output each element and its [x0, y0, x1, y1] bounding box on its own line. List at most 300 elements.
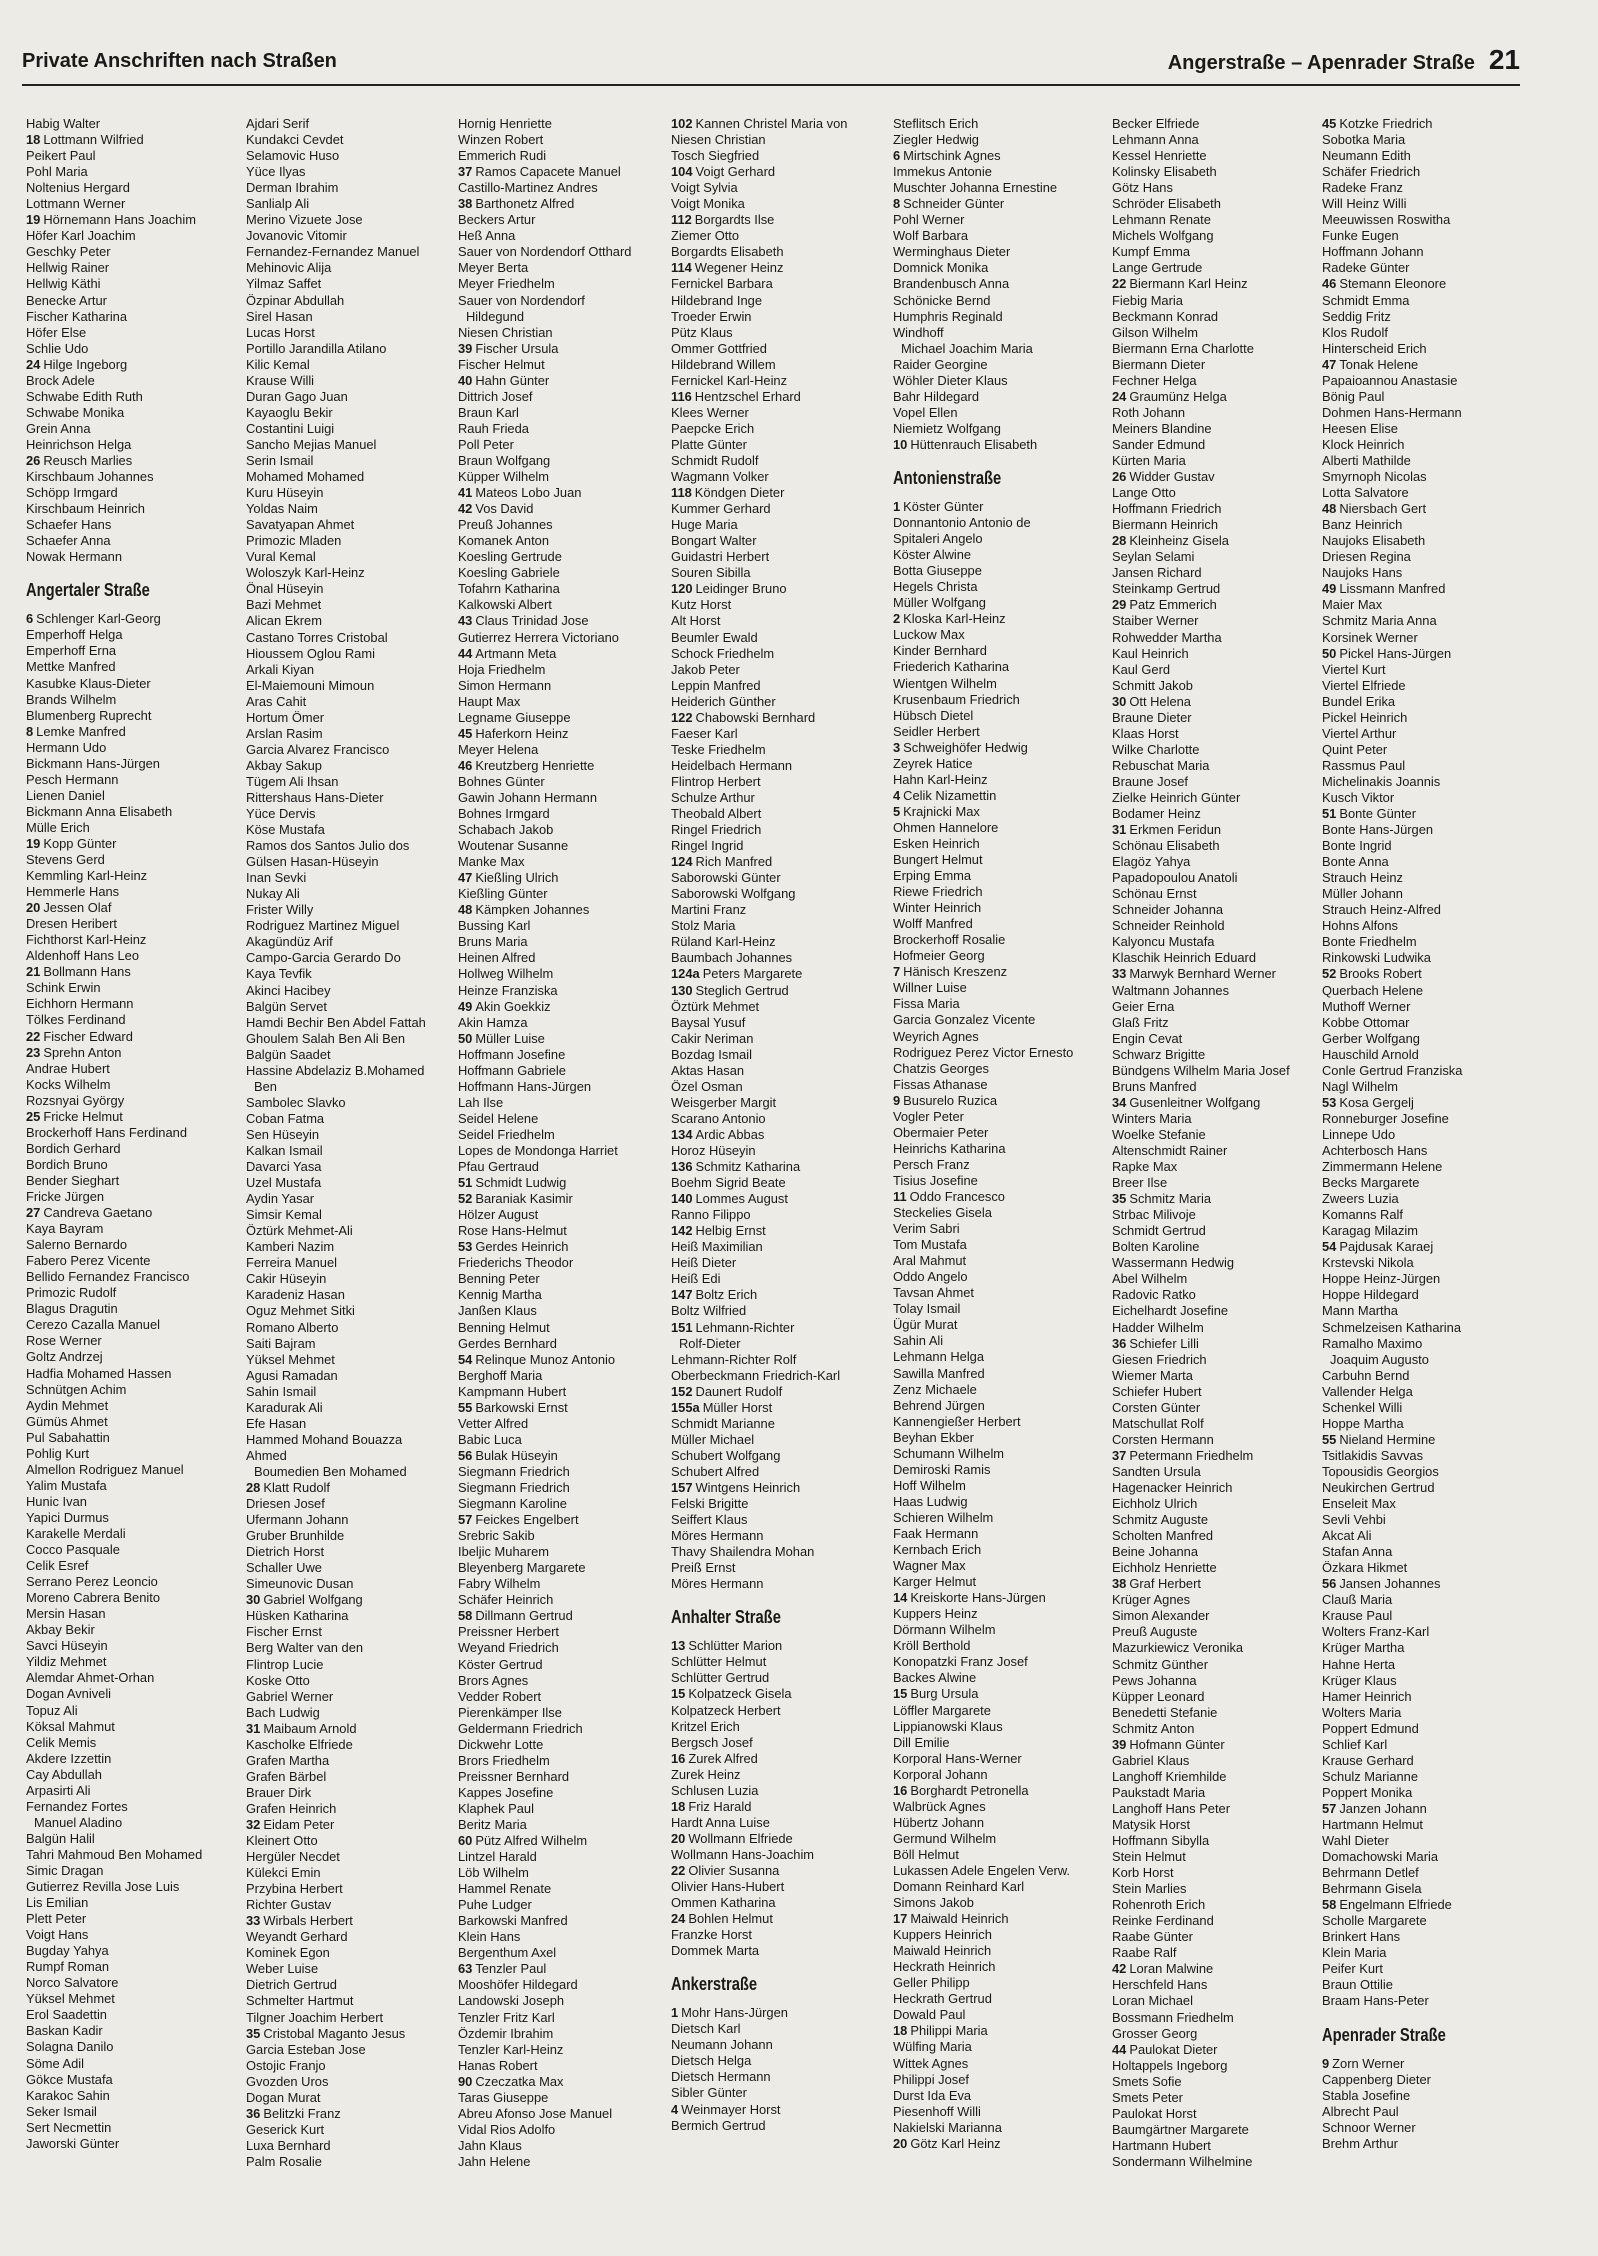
directory-entry	[893, 309, 1098, 325]
directory-entry	[26, 692, 231, 708]
resident-name: Heckrath Gertrud	[893, 1991, 992, 2007]
directory-entry	[893, 389, 1098, 405]
directory-entry	[893, 724, 1098, 740]
directory-entry	[671, 790, 876, 806]
resident-name: Schmidt Emma	[1322, 292, 1410, 308]
directory-entry	[1322, 1095, 1527, 1111]
resident-name: Hildegund	[466, 308, 525, 324]
directory-entry	[26, 1173, 231, 1189]
resident-name: Germund Wilhelm	[893, 1830, 997, 1846]
resident-name: Kampmann Hubert	[458, 1383, 567, 1399]
house-number: 4	[671, 2101, 679, 2117]
resident-name: Achterbosch Hans	[1322, 1143, 1428, 1158]
directory-entry	[1112, 2154, 1317, 2170]
resident-name: Erping Emma	[893, 868, 972, 884]
house-number: 26	[1112, 469, 1127, 485]
directory-entry	[1112, 1111, 1317, 1127]
directory-entry	[1322, 1191, 1527, 1207]
resident-name: Vos David	[475, 501, 534, 517]
resident-name: Hellwig Rainer	[26, 260, 110, 276]
directory-entry	[458, 1239, 663, 1255]
resident-name: Kannengießer Herbert	[893, 1413, 1021, 1429]
resident-name: Neumann Johann	[671, 2037, 773, 2053]
resident-name: Lippianowski Klaus	[893, 1718, 1003, 1734]
directory-entry	[1322, 1416, 1527, 1432]
directory-entry	[893, 1253, 1098, 1269]
directory-entry	[246, 710, 451, 726]
resident-name: Löffler Margarete	[893, 1702, 991, 1718]
directory-entry	[26, 453, 231, 469]
resident-name: Glaß Fritz	[1112, 1014, 1169, 1030]
resident-name: Ramos dos Santos Julio dos	[246, 838, 410, 854]
house-number: 22	[671, 1862, 686, 1878]
directory-entry	[246, 1143, 451, 1159]
resident-name: Erkmen Feridun	[1129, 822, 1222, 838]
resident-name: Celik Esref	[26, 1558, 89, 1574]
directory-entry	[458, 244, 663, 260]
directory-entry	[458, 1127, 663, 1143]
directory-entry	[246, 2042, 451, 2058]
directory-entry	[1322, 357, 1527, 373]
resident-name: Scarano Antonio	[671, 1110, 766, 1126]
directory-entry	[893, 579, 1098, 595]
directory-entry	[671, 710, 876, 726]
resident-name: Beckers Artur	[458, 212, 536, 228]
directory-entry	[458, 1640, 663, 1656]
directory-entry	[893, 1349, 1098, 1365]
resident-name: Fischer Katharina	[26, 308, 128, 324]
resident-name: Weinmayer Horst	[681, 2101, 781, 2117]
resident-name: Serin Ismail	[246, 452, 314, 468]
resident-name: Biermann Karl Heinz	[1129, 276, 1248, 292]
directory-entry	[671, 1464, 876, 1480]
directory-entry	[1112, 1929, 1317, 1945]
resident-name: Burg Ursula	[910, 1686, 979, 1702]
resident-name: Ringel Friedrich	[671, 822, 762, 838]
resident-name: Humphris Reginald	[893, 308, 1003, 324]
directory-entry	[1112, 902, 1317, 918]
directory-entry	[1112, 180, 1317, 196]
directory-entry	[1322, 469, 1527, 485]
resident-name: Wirbals Herbert	[263, 1913, 353, 1929]
resident-name: Preissner Herbert	[458, 1624, 560, 1640]
resident-name: Ommen Katharina	[671, 1895, 776, 1911]
resident-name: Dickwehr Lotte	[458, 1736, 544, 1752]
street-heading: Apenrader Straße	[1322, 2024, 1446, 2045]
directory-entry	[671, 2102, 876, 2118]
resident-name: Woloszyk Karl-Heinz	[246, 565, 365, 581]
resident-name: Landowski Joseph	[458, 1993, 565, 2009]
directory-entry	[893, 499, 1098, 515]
resident-name: Schäfer Heinrich	[458, 1592, 554, 1608]
resident-name: Hoffmann Hans-Jürgen	[458, 1078, 592, 1094]
house-number: 104	[671, 164, 693, 180]
directory-entry	[671, 1223, 876, 1239]
directory-entry	[1112, 758, 1317, 774]
resident-name: Celik Memis	[26, 1734, 97, 1750]
directory-entry	[1322, 116, 1527, 132]
house-number: 36	[246, 2105, 261, 2121]
directory-entry	[26, 1045, 231, 1061]
directory-entry	[1112, 1432, 1317, 1448]
directory-entry	[458, 1817, 663, 1833]
house-number: 58	[458, 1608, 473, 1624]
directory-entry	[671, 1911, 876, 1927]
directory-entry	[26, 1526, 231, 1542]
resident-name: Korb Horst	[1112, 1865, 1174, 1881]
resident-name: Babic Luca	[458, 1431, 522, 1447]
resident-name: Bender Sieghart	[26, 1172, 120, 1188]
resident-name: Zurek Heinz	[671, 1766, 741, 1782]
resident-name: Topousidis Georgios	[1322, 1463, 1439, 1479]
resident-name: Haas Ludwig	[893, 1493, 968, 1509]
resident-name: Bach Ludwig	[246, 1704, 320, 1720]
directory-entry	[1322, 1223, 1527, 1239]
directory-entry	[246, 1560, 451, 1576]
house-number: 31	[1112, 822, 1127, 838]
resident-name: Gerber Wolfgang	[1322, 1030, 1420, 1046]
directory-entry	[671, 1127, 876, 1143]
resident-name: Böll Helmut	[893, 1846, 959, 1862]
directory-entry	[26, 180, 231, 196]
resident-name: Rohenroth Erich	[1112, 1897, 1206, 1913]
resident-name: Zielke Heinrich Günter	[1112, 789, 1241, 805]
resident-name: Faak Hermann	[893, 1525, 979, 1541]
resident-name: Olivier Hans-Hubert	[671, 1879, 785, 1895]
directory-entry	[1322, 244, 1527, 260]
resident-name: Relinque Munoz Antonio	[475, 1351, 616, 1367]
directory-entry	[26, 900, 231, 916]
directory-entry	[893, 1446, 1098, 1462]
directory-entry	[893, 148, 1098, 164]
directory-entry	[1112, 565, 1317, 581]
resident-name: Grafen Martha	[246, 1752, 330, 1768]
resident-name: Smyrnoph Nicolas	[1322, 469, 1427, 485]
directory-entry	[458, 293, 663, 309]
directory-entry	[1322, 1865, 1527, 1881]
directory-entry	[26, 244, 231, 260]
resident-name: Dietsch Karl	[671, 2021, 741, 2037]
resident-name: Verim Sabri	[893, 1221, 960, 1237]
resident-name: Schneider Günter	[903, 196, 1005, 212]
resident-name: Kessel Henriette	[1112, 148, 1207, 164]
resident-name: Friederich Katharina	[893, 659, 1010, 675]
directory-entry	[458, 2058, 663, 2074]
resident-name: Schenkel Willi	[1322, 1399, 1403, 1415]
resident-name: Özdemir Ibrahim	[458, 2025, 554, 2041]
resident-name: Mohr Hans-Jürgen	[681, 2005, 788, 2021]
directory-entry	[1322, 902, 1527, 918]
resident-name: Stein Helmut	[1112, 1849, 1186, 1865]
resident-name: Bulak Hüseyin	[475, 1447, 558, 1463]
directory-entry	[1112, 1015, 1317, 1031]
resident-name: Schumann Wilhelm	[893, 1445, 1005, 1461]
resident-name: Bonte Günter	[1339, 806, 1417, 822]
directory-entry	[246, 1191, 451, 1207]
directory-entry	[26, 212, 231, 228]
resident-name: Krause Paul	[1322, 1608, 1393, 1624]
directory-entry	[1112, 453, 1317, 469]
directory-entry	[671, 389, 876, 405]
directory-entry	[246, 1592, 451, 1608]
directory-entry	[671, 533, 876, 549]
resident-name: Schöpp Irmgard	[26, 485, 118, 501]
directory-entry	[458, 276, 663, 292]
resident-name: Sibler Günter	[671, 2085, 747, 2101]
resident-name: Schmitz Anton	[1112, 1720, 1195, 1736]
directory-entry	[458, 1737, 663, 1753]
resident-name: Siegmann Karoline	[458, 1496, 567, 1512]
resident-name: Jansen Richard	[1112, 565, 1202, 581]
resident-name: Schmelzeisen Katharina	[1322, 1319, 1462, 1335]
directory-entry	[458, 260, 663, 276]
resident-name: Romano Alberto	[246, 1319, 339, 1335]
house-number: 9	[1322, 2055, 1330, 2071]
house-number: 45	[1322, 116, 1337, 131]
resident-name: Campo-Garcia Gerardo Do	[246, 950, 401, 966]
resident-name: Kannen Christel Maria von	[695, 116, 848, 131]
resident-name: Schäfer Friedrich	[1322, 164, 1421, 180]
resident-name: Hoppe Hildegard	[1322, 1287, 1419, 1303]
resident-name: Braun Wolfgang	[458, 452, 551, 468]
directory-entry	[1112, 1384, 1317, 1400]
resident-name: Fischer Ursula	[475, 340, 559, 356]
resident-name: Fissa Maria	[893, 996, 960, 1012]
resident-name: Ajdari Serif	[246, 116, 310, 131]
resident-name: Bündgens Wilhelm Maria Josef	[1112, 1062, 1290, 1078]
directory-entry	[1322, 2072, 1527, 2088]
resident-name: Rose Werner	[26, 1333, 102, 1349]
resident-name: Pajdusak Karaej	[1339, 1239, 1434, 1255]
directory-entry	[1112, 549, 1317, 565]
resident-name: Tofahrn Katharina	[458, 581, 560, 597]
resident-name: Cerezo Cazalla Manuel	[26, 1317, 160, 1333]
directory-entry	[1322, 646, 1527, 662]
directory-entry	[1322, 870, 1527, 886]
resident-name: Müller Michael	[671, 1431, 755, 1447]
resident-name: Hammel Renate	[458, 1881, 552, 1897]
house-number: 5	[893, 803, 901, 819]
resident-name: Vural Kemal	[246, 549, 316, 565]
resident-name: Stevens Gerd	[26, 852, 105, 868]
directory-entry	[1112, 1769, 1317, 1785]
resident-name: Conle Gertrud Franziska	[1322, 1062, 1463, 1078]
house-number: 36	[1112, 1335, 1127, 1351]
directory-entry	[246, 678, 451, 694]
column-1	[26, 116, 231, 2236]
directory-entry	[26, 1382, 231, 1398]
resident-name: Rebuschat Maria	[1112, 757, 1210, 773]
directory-entry	[246, 1801, 451, 1817]
directory-entry	[671, 1847, 876, 1863]
resident-name: Voigt Hans	[26, 1927, 89, 1943]
directory-entry	[1322, 1560, 1527, 1576]
directory-entry	[1112, 1753, 1317, 1769]
directory-entry	[458, 405, 663, 421]
street-heading: Ankerstraße	[671, 1974, 758, 1995]
resident-name: Hoffmann Sibylla	[1112, 1833, 1210, 1849]
resident-name: Brock Adele	[26, 372, 95, 388]
resident-name: Jaworski Günter	[26, 2135, 120, 2151]
directory-entry	[893, 1205, 1098, 1221]
directory-entry	[246, 1384, 451, 1400]
directory-entry	[1112, 373, 1317, 389]
directory-entry	[671, 405, 876, 421]
resident-name: Hänisch Kreszenz	[903, 964, 1008, 980]
house-number: 54	[1322, 1239, 1337, 1255]
resident-name: Schock Friedhelm	[671, 645, 775, 661]
directory-entry	[671, 1400, 876, 1416]
resident-name: Krajnicki Max	[903, 803, 980, 819]
directory-entry	[246, 1640, 451, 1656]
directory-entry	[671, 1255, 876, 1271]
directory-entry	[671, 838, 876, 854]
directory-entry	[458, 212, 663, 228]
directory-entry	[1322, 1320, 1527, 1336]
directory-entry	[26, 132, 231, 148]
house-number: 4	[893, 787, 901, 803]
house-number: 140	[671, 1191, 693, 1207]
directory-entry	[246, 1416, 451, 1432]
resident-name: Seylan Selami	[1112, 549, 1195, 565]
resident-name: Kleinert Otto	[246, 1833, 318, 1849]
directory-entry	[893, 996, 1098, 1012]
directory-entry	[1322, 742, 1527, 758]
resident-name: Akagündüz Arif	[246, 934, 333, 950]
resident-name: Vedder Robert	[458, 1688, 542, 1704]
directory-entry	[458, 148, 663, 164]
resident-name: Hemmerle Hans	[26, 884, 120, 900]
directory-entry	[1112, 2058, 1317, 2074]
resident-name: Pews Johanna	[1112, 1672, 1197, 1688]
directory-entry	[1322, 662, 1527, 678]
directory-entry	[26, 1943, 231, 1959]
resident-name: Neukirchen Gertrud	[1322, 1479, 1435, 1495]
directory-entry	[246, 1769, 451, 1785]
directory-entry	[1322, 1384, 1527, 1400]
resident-name: Kominek Egon	[246, 1945, 330, 1961]
resident-name: Mazurkiewicz Veronika	[1112, 1640, 1244, 1656]
resident-name: Lukassen Adele Engelen Verw.	[893, 1862, 1071, 1878]
directory-entry	[1322, 164, 1527, 180]
resident-name: Hassine Abdelaziz B.Mohamed	[246, 1062, 425, 1078]
resident-name: Habig Walter	[26, 116, 101, 131]
resident-name: Hamdi Bechir Ben Abdel Fattah	[246, 1014, 426, 1030]
directory-entry	[246, 469, 451, 485]
directory-entry	[893, 1269, 1098, 1285]
resident-name: Pohl Maria	[26, 164, 88, 180]
directory-entry	[1322, 1255, 1527, 1271]
directory-entry	[1322, 581, 1527, 597]
resident-name: Eidam Peter	[263, 1816, 335, 1832]
directory-entry	[1322, 1432, 1527, 1448]
resident-name: Akinci Hacibey	[246, 982, 331, 998]
directory-entry	[246, 886, 451, 902]
resident-name: Tsitlakidis Savvas	[1322, 1447, 1424, 1463]
directory-entry	[26, 788, 231, 804]
directory-entry	[26, 1799, 231, 1815]
resident-name: Will Heinz Willi	[1322, 196, 1407, 212]
directory-entry	[458, 1624, 663, 1640]
resident-name: Paulokat Dieter	[1129, 2041, 1218, 2057]
directory-entry	[893, 1622, 1098, 1638]
directory-entry	[246, 1512, 451, 1528]
directory-entry	[1322, 1079, 1527, 1095]
directory-entry	[671, 1831, 876, 1847]
resident-name: Siegmann Friedrich	[458, 1463, 570, 1479]
resident-name: Korporal Hans-Werner	[893, 1750, 1022, 1766]
directory-entry	[1322, 1977, 1527, 1993]
directory-entry	[1112, 325, 1317, 341]
directory-entry	[26, 2007, 231, 2023]
resident-name: Davarci Yasa	[246, 1159, 322, 1175]
directory-entry	[246, 1721, 451, 1737]
resident-name: Legname Giuseppe	[458, 709, 571, 725]
directory-entry	[458, 1785, 663, 1801]
resident-name: Busurelo Ruzica	[903, 1092, 998, 1108]
resident-name: Brockerhoff Rosalie	[893, 932, 1006, 948]
directory-entry	[246, 1705, 451, 1721]
directory-entry	[1322, 565, 1527, 581]
resident-name: Akcat Ali	[1322, 1528, 1372, 1544]
resident-name: Krüger Klaus	[1322, 1672, 1397, 1688]
resident-name: Driesen Regina	[1322, 549, 1411, 565]
resident-name: Schiefer Hubert	[1112, 1383, 1202, 1399]
directory-entry	[1112, 710, 1317, 726]
house-number: 8	[26, 723, 34, 739]
house-number: 45	[458, 725, 473, 741]
resident-name: Ramos Capacete Manuel	[475, 164, 621, 180]
resident-name: Schmidt Gertrud	[1112, 1223, 1206, 1239]
resident-name: Boumedien Ben Mohamed	[254, 1463, 407, 1479]
resident-name: Friz Harald	[688, 1798, 752, 1814]
directory-entry	[1112, 1560, 1317, 1576]
directory-entry	[671, 1703, 876, 1719]
resident-name: Pfau Gertraud	[458, 1159, 539, 1175]
directory-entry	[893, 2120, 1098, 2136]
resident-name: Lah Ilse	[458, 1094, 504, 1110]
directory-entry	[458, 469, 663, 485]
resident-name: Hölzer August	[458, 1207, 539, 1223]
directory-entry	[246, 1271, 451, 1287]
directory-entry	[671, 1031, 876, 1047]
resident-name: Kolpatzeck Herbert	[671, 1702, 781, 1718]
directory-entry	[671, 1191, 876, 1207]
resident-name: Gawin Johann Hermann	[458, 789, 598, 805]
resident-name: Meyer Helena	[458, 741, 539, 757]
directory-entry	[1112, 1496, 1317, 1512]
directory-entry	[458, 1416, 663, 1432]
resident-name: Schmitz Maria Anna	[1322, 613, 1437, 629]
resident-name: Saborowski Günter	[671, 870, 781, 886]
resident-name: Paulokat Horst	[1112, 2105, 1197, 2121]
directory-entry	[671, 1799, 876, 1815]
directory-entry	[671, 1512, 876, 1528]
resident-name: Braune Josef	[1112, 773, 1188, 789]
resident-name: Karakelle Merdali	[26, 1525, 126, 1541]
resident-name: Bugday Yahya	[26, 1943, 109, 1959]
directory-entry	[26, 1751, 231, 1767]
resident-name: Nukay Ali	[246, 886, 300, 902]
resident-name: Corsten Günter	[1112, 1399, 1201, 1415]
resident-name: Tosch Siegfried	[671, 148, 760, 164]
directory-entry	[458, 2042, 663, 2058]
resident-name: Zenz Michaele	[893, 1381, 977, 1397]
resident-name: Gerdes Bernhard	[458, 1335, 557, 1351]
resident-name: Frister Willy	[246, 902, 314, 918]
directory-entry	[671, 1384, 876, 1400]
street-heading: Anhalter Straße	[671, 1607, 781, 1628]
